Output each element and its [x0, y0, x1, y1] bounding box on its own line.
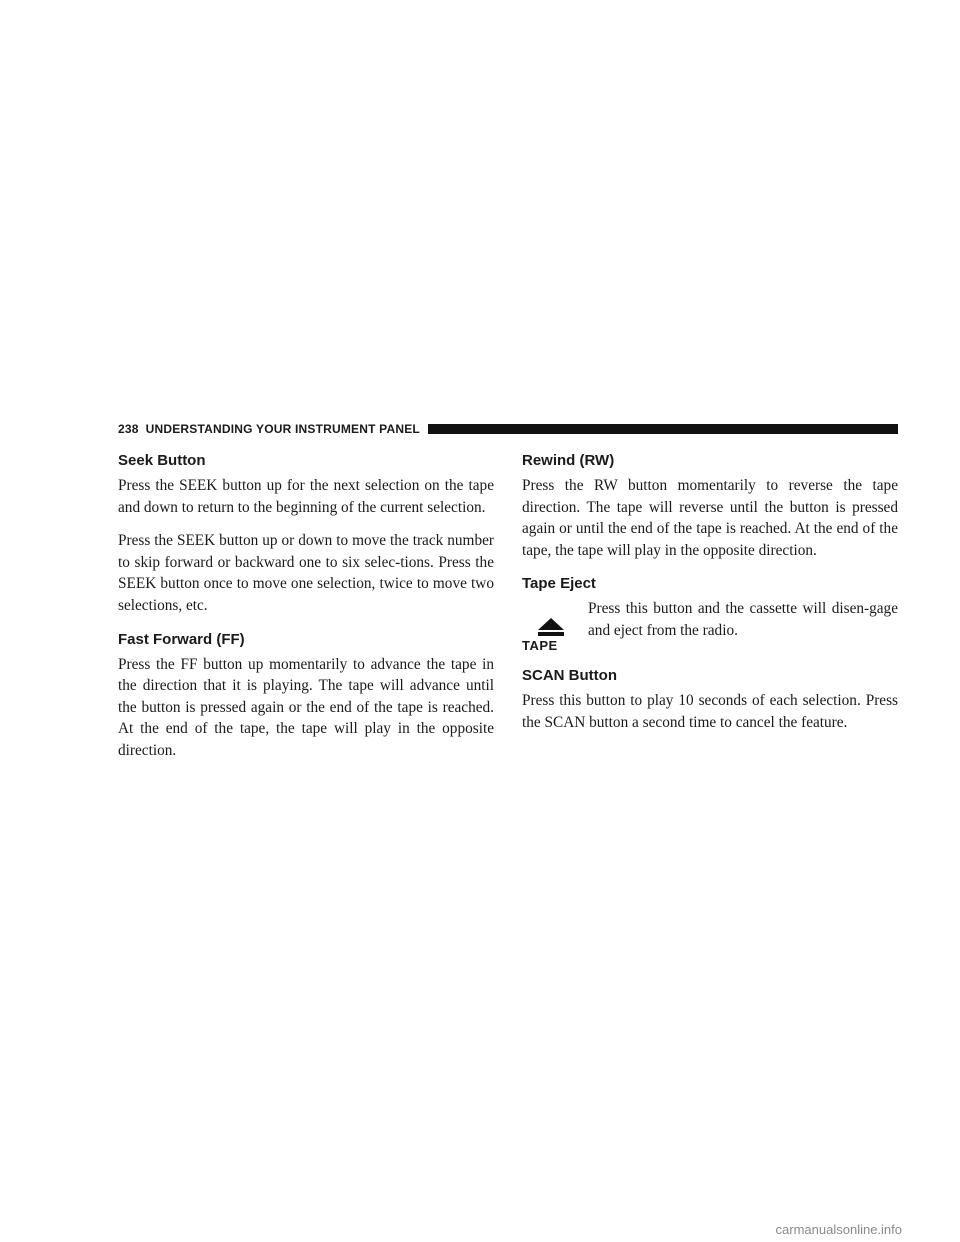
paragraph: Press this button and the cassette will disen-gage and eject from the radio. — [588, 600, 898, 639]
running-title: UNDERSTANDING YOUR INSTRUMENT PANEL — [145, 422, 420, 436]
section-seek-button — [118, 450, 494, 617]
eject-block — [522, 598, 898, 653]
section-heading: Seek Button — [118, 452, 206, 469]
header-rule — [428, 424, 898, 434]
paragraph: Press the FF button up momentarily to advance the tape in the direction that it is playing. The tape will advance until the button is pressed again or the end of the tape is reached. At the end of the tape, the tape will play in the opposite direction. — [118, 655, 494, 759]
page-number: 238 — [118, 422, 139, 436]
running-header — [118, 422, 898, 436]
section-heading: Fast Forward (FF) — [118, 630, 245, 648]
tape-eject-symbol — [522, 598, 588, 653]
paragraph: Press the SEEK button up for the next selection on the tape and down to return to the beginning of the current selection. — [118, 477, 494, 516]
section-heading: Tape Eject — [522, 575, 596, 593]
section-tape-eject — [522, 573, 898, 653]
eject-icon — [538, 618, 564, 636]
paragraph: Press this button to play 10 seconds of each selection. Press the SCAN button a second time to cancel the feature. — [522, 692, 898, 731]
right-column — [522, 450, 898, 746]
section-scan-button — [522, 665, 898, 733]
section-heading: Rewind (RW) — [522, 452, 615, 469]
eject-icon-label: TAPE — [522, 638, 558, 654]
section-fast-forward — [118, 629, 494, 762]
section-heading: SCAN Button — [522, 667, 617, 685]
paragraph: Press the RW button momentarily to reverse the tape direction. The tape will reverse until the button is pressed again or until the end of the tape is reached. At the end of the tape, the tape will play in the opposite direction. — [522, 477, 898, 559]
section-rewind — [522, 450, 898, 561]
footer-watermark: carmanualsonline.info — [775, 1222, 902, 1237]
eject-text — [588, 598, 898, 653]
paragraph: Press the SEEK button up or down to move the track number to skip forward or backward one to six selec-tions. Press the SEEK button once to move one selection, twice to move two selections, etc. — [118, 532, 494, 614]
left-column — [118, 450, 494, 774]
